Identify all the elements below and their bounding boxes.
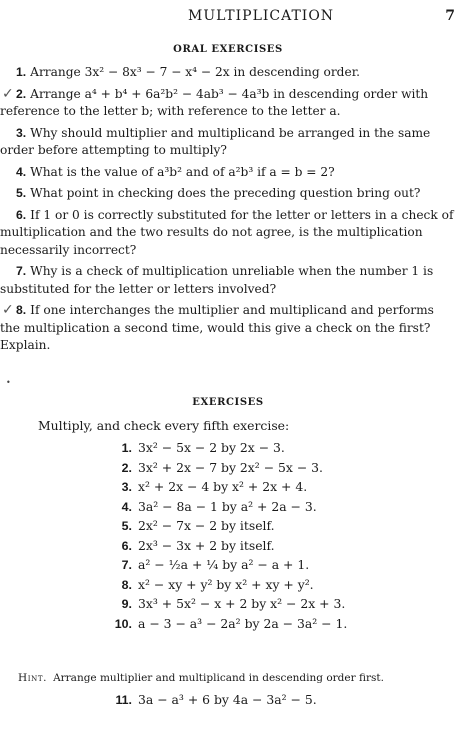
item-number: 11. bbox=[115, 693, 132, 707]
oral-item bbox=[0, 125, 456, 160]
item-number: 8. bbox=[121, 577, 132, 592]
oral-item bbox=[0, 164, 456, 182]
item-number: 6. bbox=[16, 207, 27, 222]
item-text: What is the value of a³b² and of a²b³ if a = b = 2? bbox=[30, 164, 335, 179]
item-text: If one interchanges the multiplier and multiplicand and performs the multiplication a second time, would this give a check on the first? Explain. bbox=[0, 303, 434, 352]
item-number: 1. bbox=[16, 65, 27, 79]
exercises-list bbox=[106, 438, 456, 633]
running-head bbox=[0, 8, 456, 28]
exercise-item bbox=[106, 614, 456, 634]
item-number: 5. bbox=[121, 519, 132, 533]
exercise-item bbox=[106, 555, 456, 575]
hint-label: Hint. bbox=[18, 672, 48, 684]
item-number: 7. bbox=[16, 264, 27, 278]
exercise-item bbox=[106, 594, 456, 614]
item-number: 3. bbox=[121, 480, 132, 494]
item-text: x² + 2x − 4 by x² + 2x + 4. bbox=[138, 479, 308, 494]
exercises-intro: Multiply, and check every fifth exercise: bbox=[38, 418, 290, 433]
item-number: 4. bbox=[121, 499, 132, 514]
exercise-item bbox=[106, 458, 456, 478]
item-number: 2. bbox=[16, 86, 27, 101]
item-text: 2x² − 7x − 2 by itself. bbox=[138, 518, 275, 533]
item-text: What point in checking does the preceding question bring out? bbox=[30, 186, 421, 200]
item-text: 2x³ − 3x + 2 by itself. bbox=[138, 537, 275, 553]
item-text: a − 3 − a³ − 2a² by 2a − 3a² − 1. bbox=[138, 615, 348, 631]
item-number: 7. bbox=[121, 558, 132, 572]
oral-item bbox=[0, 302, 456, 355]
hint-text: Arrange multiplier and multiplicand in descending order first. bbox=[53, 672, 384, 684]
exercises-heading: EXERCISES bbox=[192, 397, 264, 408]
exercise-item bbox=[106, 516, 456, 536]
item-text: 3x² + 2x − 7 by 2x² − 5x − 3. bbox=[138, 459, 323, 475]
oral-item bbox=[0, 185, 456, 203]
oral-exercises-list bbox=[0, 64, 456, 359]
check-mark-icon: ✓ bbox=[2, 302, 14, 318]
item-text: a² − ½a + ¼ by a² − a + 1. bbox=[138, 557, 310, 572]
item-number: 1. bbox=[121, 441, 132, 455]
check-mark-icon: ✓ bbox=[2, 85, 14, 102]
hint bbox=[18, 672, 456, 684]
item-number: 5. bbox=[16, 186, 27, 200]
item-text: If 1 or 0 is correctly substituted for the letter or letters in a check of multiplication and the two results do not agree, is the multiplication necessarily incorrect? bbox=[0, 207, 454, 257]
oral-exercises-heading: ORAL EXERCISES bbox=[173, 44, 283, 55]
item-text: Arrange a⁴ + b⁴ + 6a²b² − 4ab³ − 4a³b in descending order with reference to the letter b; with reference to the letter a. bbox=[0, 86, 429, 118]
item-text: x² − xy + y² by x² + xy + y². bbox=[138, 576, 314, 592]
item-text: Arrange 3x² − 8x³ − 7 − x⁴ − 2x in descending order. bbox=[30, 65, 361, 79]
stray-mark-icon: • bbox=[6, 378, 11, 387]
item-text: Why should multiplier and multiplicand be arranged in the same order before attempting to multiply? bbox=[0, 125, 431, 157]
exercise-item bbox=[106, 497, 456, 517]
item-text: 3a − a³ + 6 by 4a − 3a² − 5. bbox=[138, 692, 317, 707]
exercise-item bbox=[106, 692, 317, 707]
page-number: 7 bbox=[445, 8, 456, 24]
item-number: 3. bbox=[16, 125, 27, 140]
item-text: 3x² − 5x − 2 by 2x − 3. bbox=[138, 440, 285, 455]
running-title: MULTIPLICATION bbox=[188, 8, 335, 24]
exercise-item bbox=[106, 477, 456, 497]
item-number: 10. bbox=[114, 616, 132, 631]
item-number: 4. bbox=[16, 164, 27, 179]
exercise-item bbox=[106, 438, 456, 458]
item-text: Why is a check of multiplication unreliable when the number 1 is substituted for the letter or letters involved? bbox=[0, 264, 434, 296]
item-number: 9. bbox=[121, 597, 132, 611]
item-text: 3x³ + 5x² − x + 2 by x² − 2x + 3. bbox=[138, 596, 346, 611]
item-number: 6. bbox=[121, 538, 132, 553]
exercise-item bbox=[106, 536, 456, 556]
item-number: 2. bbox=[121, 460, 132, 475]
oral-item bbox=[0, 64, 456, 82]
oral-item bbox=[0, 263, 456, 298]
item-text: 3a² − 8a − 1 by a² + 2a − 3. bbox=[138, 498, 317, 514]
oral-item bbox=[0, 207, 456, 260]
exercise-item bbox=[106, 575, 456, 595]
item-number: 8. bbox=[16, 303, 27, 317]
oral-item bbox=[0, 86, 456, 121]
